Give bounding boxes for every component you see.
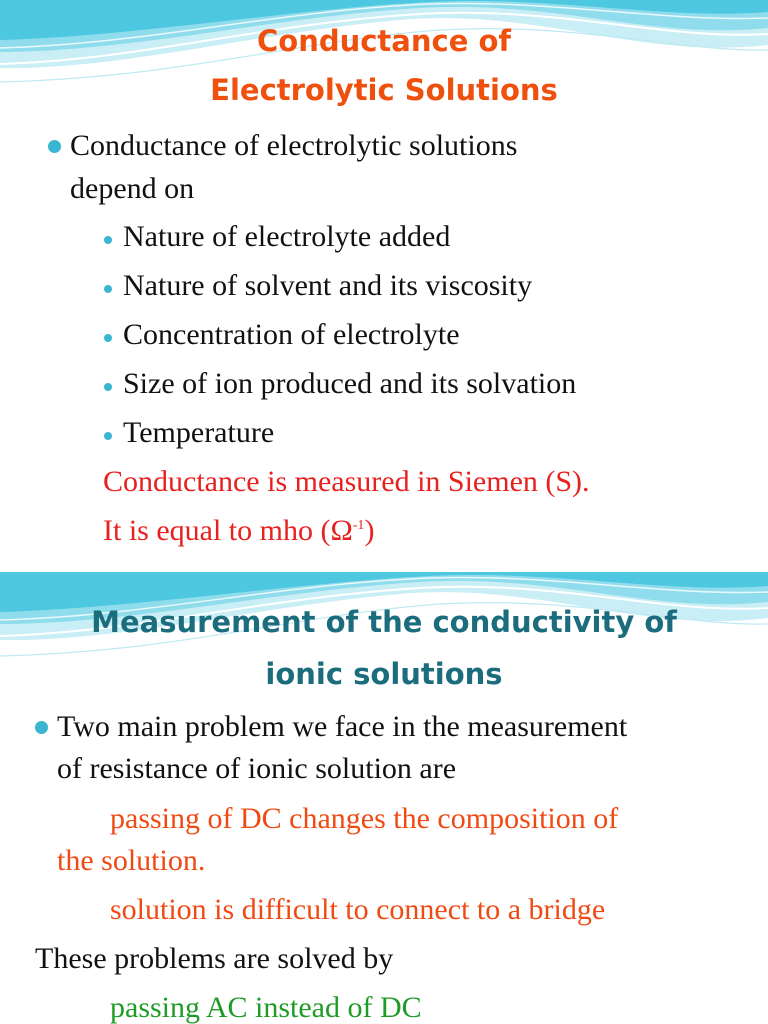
sub-bullet-icon — [104, 334, 112, 342]
solution-ac-text: passing AC instead of DC — [110, 991, 422, 1024]
factor-item: Nature of solvent and its viscosity — [123, 269, 533, 302]
issue-dc-composition-line1: passing of DC changes the composition of — [110, 802, 619, 835]
issue-bridge-connection: solution is difficult to connect to a bridge — [110, 893, 606, 926]
mho-note — [103, 514, 374, 548]
issue-dc-composition-line2: the solution. — [57, 844, 206, 877]
sub-bullet-icon — [104, 236, 112, 244]
slide-title-line2: ionic solutions — [265, 657, 503, 691]
mho-note-close: ) — [364, 514, 375, 547]
intro-text-line1: Conductance of electrolytic solutions — [70, 129, 518, 162]
slide-title-line1: Measurement of the conductivity of — [91, 605, 677, 639]
slide-title-line1: Conductance of — [256, 24, 512, 58]
bullet-icon — [35, 721, 48, 734]
unit-note: Conductance is measured in Siemen (S). — [103, 465, 590, 498]
factor-item: Nature of electrolyte added — [123, 220, 451, 253]
factor-item: Size of ion produced and its solvation — [123, 367, 577, 400]
solved-by-text: These problems are solved by — [35, 942, 394, 975]
sub-bullet-icon — [104, 285, 112, 293]
intro-text-line2: depend on — [70, 172, 195, 205]
problem-text-line2: of resistance of ionic solution are — [57, 752, 457, 785]
problem-text-line1: Two main problem we face in the measurement — [57, 710, 628, 743]
factor-item: Concentration of electrolyte — [123, 318, 460, 351]
factor-item: Temperature — [123, 416, 275, 449]
sub-bullet-icon — [104, 432, 112, 440]
mho-exponent: -1 — [352, 518, 365, 533]
mho-note-text: It is equal to mho (Ω — [103, 514, 353, 547]
sub-bullet-icon — [104, 383, 112, 391]
slide-measurement — [0, 572, 768, 1024]
bullet-icon — [48, 140, 61, 153]
slide-title-line2: Electrolytic Solutions — [210, 73, 558, 107]
